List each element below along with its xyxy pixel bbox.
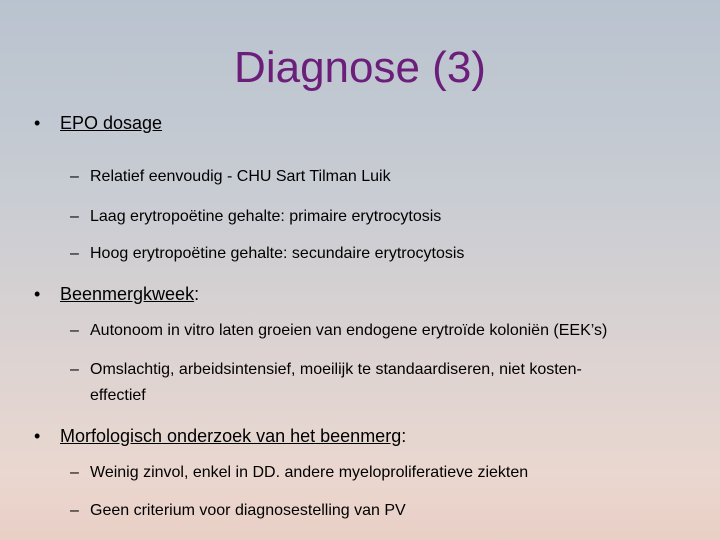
sub-item-text: Geen criterium voor diagnosestelling van PV — [90, 502, 406, 519]
sub-item — [70, 500, 406, 522]
sub-item — [70, 359, 582, 381]
sub-item-text: Hoog erytropoëtine gehalte: secundaire erytrocytosis — [90, 245, 465, 262]
bullet-label: Morfologisch onderzoek van het beenmerg — [60, 426, 402, 446]
sub-item-text: Relatief eenvoudig - CHU Sart Tilman Luik — [90, 168, 391, 185]
sub-item — [70, 462, 528, 484]
sub-item — [70, 243, 464, 265]
dash-icon: – — [70, 168, 79, 185]
bullet-icon: • — [34, 284, 41, 304]
bullet-icon: • — [34, 426, 41, 446]
bullet-icon: • — [34, 113, 41, 133]
dash-icon: – — [70, 322, 79, 339]
sub-item — [70, 320, 607, 342]
sub-item — [70, 166, 391, 188]
sub-item — [70, 206, 441, 228]
bullet-label: EPO dosage — [60, 113, 163, 133]
dash-icon: – — [70, 208, 79, 225]
sub-item-text: Laag erytropoëtine gehalte: primaire erytrocytosis — [90, 208, 442, 225]
sub-item-text: Autonoom in vitro laten groeien van endogene erytroïde koloniën (EEK’s) — [90, 322, 608, 339]
bullet-suffix: : — [401, 426, 407, 446]
sub-item-text: Omslachtig, arbeidsintensief, moeilijk te standaardiseren, niet kosten- — [90, 361, 582, 378]
sub-item-continuation: effectief — [90, 387, 146, 404]
bullet-label: Beenmergkweek — [60, 284, 195, 304]
dash-icon: – — [70, 464, 79, 481]
bullet-morfologisch-onderzoek — [34, 425, 406, 447]
bullet-suffix: : — [194, 284, 200, 304]
dash-icon: – — [70, 361, 79, 378]
sub-item-text: Weinig zinvol, enkel in DD. andere myeloproliferatieve ziekten — [90, 464, 529, 481]
bullet-epo-dosage — [34, 112, 162, 134]
bullet-beenmergkweek — [34, 283, 199, 305]
slide-title: Diagnose (3) — [234, 43, 486, 92]
dash-icon: – — [70, 502, 79, 519]
dash-icon: – — [70, 245, 79, 262]
